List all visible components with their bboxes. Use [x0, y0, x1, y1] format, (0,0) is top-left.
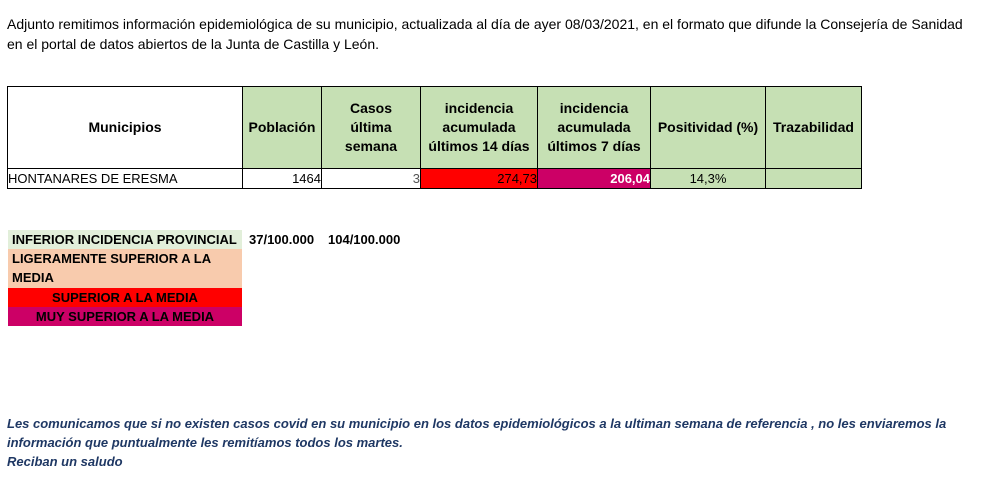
cell-ia7: 206,04	[538, 169, 651, 189]
header-municipios: Municipios	[8, 87, 243, 169]
epidemiology-table	[7, 86, 862, 189]
table-row	[8, 169, 862, 189]
legend-item-well-above: MUY SUPERIOR A LA MEDIA	[8, 307, 242, 326]
cell-poblacion: 1464	[243, 169, 322, 189]
header-casos: Casos última semana	[322, 87, 421, 169]
cell-trazabilidad	[766, 169, 862, 189]
threshold-low: 37/100.000	[249, 232, 315, 247]
header-trazabilidad: Trazabilidad	[766, 87, 862, 169]
legend-item-above: SUPERIOR A LA MEDIA	[8, 288, 242, 307]
color-legend	[8, 230, 242, 326]
cell-municipio: HONTANARES DE ERESMA	[8, 169, 243, 189]
threshold-high: 104/100.000	[328, 232, 401, 247]
footer-note	[7, 414, 967, 471]
header-poblacion: Población	[243, 87, 322, 169]
header-positividad: Positividad (%)	[651, 87, 766, 169]
footer-greeting: Reciban un saludo	[7, 454, 123, 469]
legend-item-low: INFERIOR INCIDENCIA PROVINCIAL	[8, 230, 242, 249]
cell-positividad: 14,3%	[651, 169, 766, 189]
table-header-row	[8, 87, 862, 169]
header-ia7: incidencia acumulada últimos 7 días	[538, 87, 651, 169]
intro-text: Adjunto remitimos información epidemiológica de su municipio, actualizada al día de ayer 08/03/2021, en el formato que difunde la Consejería de Sanidad en el portal de datos abiertos de la Junta de Castilla y León.	[7, 16, 963, 52]
cell-ia14: 274,73	[421, 169, 538, 189]
legend-item-slightly-above: LIGERAMENTE SUPERIOR A LA MEDIA	[8, 249, 242, 288]
cell-casos: 3	[322, 169, 421, 189]
header-ia14: incidencia acumulada últimos 14 días	[421, 87, 538, 169]
footer-message: Les comunicamos que si no existen casos covid en su municipio en los datos epidemiológicos a la ultiman semana de referencia , no les enviaremos la información que puntualmente les remitíamos todos los martes.	[7, 416, 947, 450]
